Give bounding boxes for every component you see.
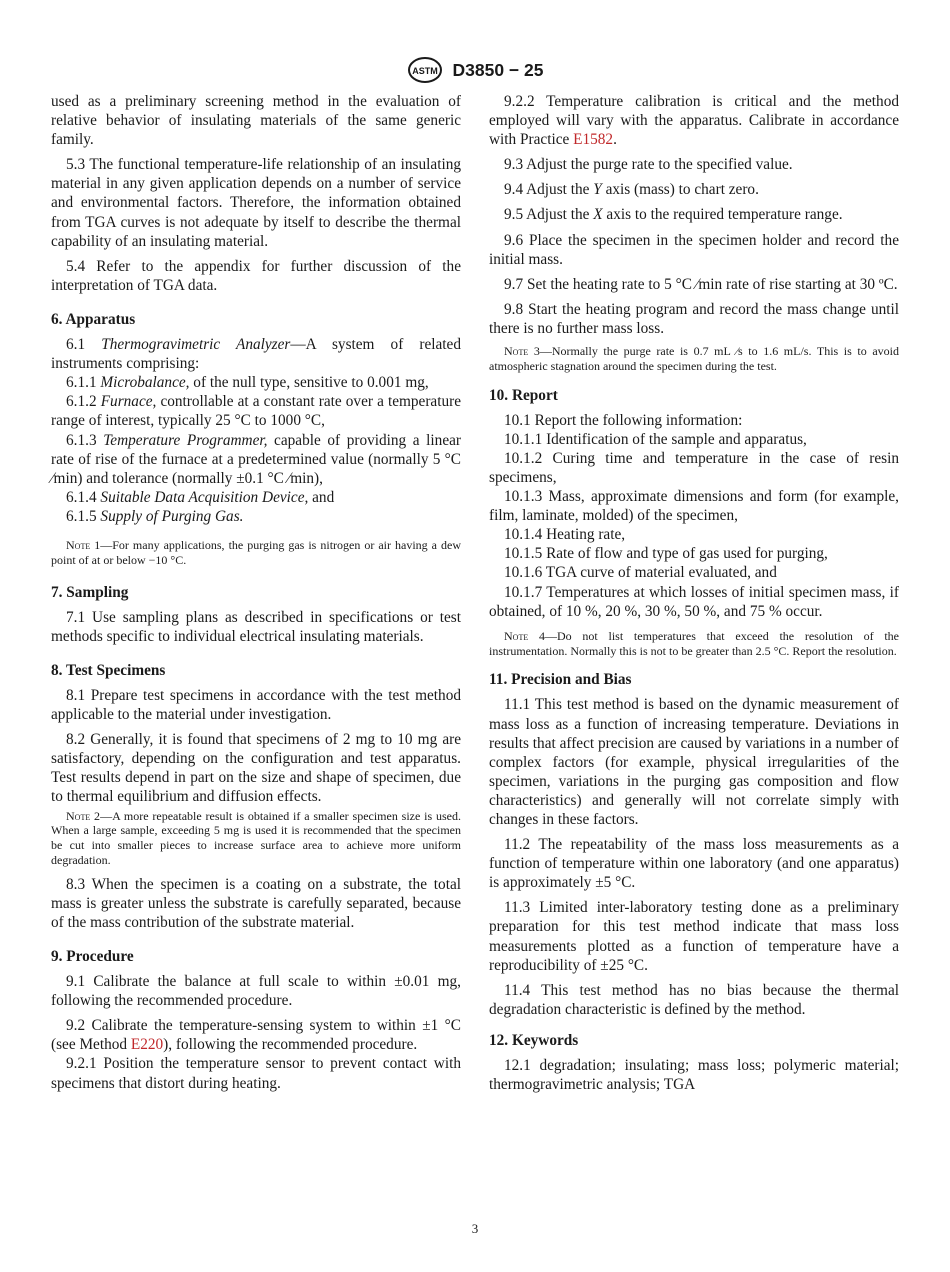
paragraph-5-2-continued: used as a preliminary screening method in the evaluation of relative behavior of insulating materials of the same generic family. — [51, 93, 461, 149]
section-heading-precision-and-bias: 11. Precision and Bias — [489, 671, 632, 689]
document-code: D3850 − 25 — [452, 59, 544, 80]
paragraph-12-1: 12.1 degradation; insulating; mass loss; polymeric material; thermogravimetric analysis; TGA — [489, 1057, 899, 1094]
paragraph-10-1-5: 10.1.5 Rate of flow and type of gas used for purging, — [504, 545, 828, 563]
paragraph-8-3: 8.3 When the specimen is a coating on a substrate, the total mass is greater unless the substrate is carefully separated, because of the mass contribution of the substrate material. — [51, 875, 461, 931]
paragraph-9-3: 9.3 Adjust the purge rate to the specified value. — [504, 156, 793, 174]
section-heading-report: 10. Report — [489, 386, 558, 404]
paragraph-9-2: 9.2 Calibrate the temperature-sensing system to within ±1 °C (see Method E220), following the recommended procedure. — [51, 1017, 461, 1054]
note-1: Note 1—For many applications, the purging gas is nitrogen or air having a dew point of at or below −10 °C. — [51, 537, 462, 567]
paragraph-10-1-6: 10.1.6 TGA curve of material evaluated, and — [504, 564, 777, 582]
paragraph-6-1-1: 6.1.1 Microbalance, of the null type, sensitive to 0.001 mg, — [66, 374, 429, 392]
paragraph-9-4: 9.4 Adjust the Y axis (mass) to chart zero. — [504, 181, 759, 199]
paragraph-6-1-2: 6.1.2 Furnace, controllable at a constant rate over a temperature range of interest, typically 25 °C to 1000 °C, — [51, 393, 461, 430]
paragraph-9-2-1: 9.2.1 Position the temperature sensor to prevent contact with specimens that distort during heating. — [51, 1055, 461, 1092]
paragraph-9-2-2: 9.2.2 Temperature calibration is critical and the method employed will vary with the apparatus. Calibrate in accordance with Practice E1582. — [489, 93, 899, 149]
note-4: Note 4—Do not list temperatures that exceed the resolution of the instrumentation. Normally this is not to be greater than 2.5 °C. Report the resolution. — [489, 628, 900, 658]
paragraph-9-1: 9.1 Calibrate the balance at full scale to within ±0.01 mg, following the recommended procedure. — [51, 973, 461, 1010]
paragraph-5-4: 5.4 Refer to the appendix for further discussion of the interpretation of TGA data. — [51, 257, 461, 294]
paragraph-10-1-1: 10.1.1 Identification of the sample and apparatus, — [504, 430, 807, 448]
paragraph-6-1-4: 6.1.4 Suitable Data Acquisition Device, and — [66, 488, 335, 506]
paragraph-9-5: 9.5 Adjust the X axis to the required temperature range. — [504, 206, 843, 224]
paragraph-11-2: 11.2 The repeatability of the mass loss measurements as a function of temperature within one laboratory (and one apparatus) is approximately ±5 °C. — [489, 836, 899, 892]
paragraph-9-6: 9.6 Place the specimen in the specimen holder and record the initial mass. — [489, 231, 899, 268]
link-e1582[interactable]: E1582 — [573, 131, 614, 149]
paragraph-8-2: 8.2 Generally, it is found that specimens of 2 mg to 10 mg are satisfactory, depending on the configuration and test apparatus. Test results depend in part on the size and shape of specimen, due to thermal equilibrium and diffusion effects. — [51, 731, 461, 806]
paragraph-6-1-5: 6.1.5 Supply of Purging Gas. — [66, 507, 244, 525]
paragraph-10-1-2: 10.1.2 Curing time and temperature in the case of resin specimens, — [489, 449, 899, 486]
section-heading-procedure: 9. Procedure — [51, 947, 134, 965]
paragraph-10-1-4: 10.1.4 Heating rate, — [504, 526, 626, 544]
paragraph-7-1: 7.1 Use sampling plans as described in specifications or test methods specific to individual electrical insulating materials. — [51, 608, 461, 645]
paragraph-10-1-7: 10.1.7 Temperatures at which losses of initial specimen mass, if obtained, of 10 %, 20 %, 30 %, 50 %, and 75 % occur. — [489, 583, 899, 620]
section-heading-test-specimens: 8. Test Specimens — [51, 661, 166, 679]
paragraph-6-1-3: 6.1.3 Temperature Programmer, capable of providing a linear rate of rise of the furnace at a predetermined value (normally 5 °C ⁄min) and tolerance (normally ±0.1 °C ⁄min), — [51, 431, 462, 487]
paragraph-11-1: 11.1 This test method is based on the dynamic measurement of mass loss as a function of increasing temperature. Deviations in results that affect precision are caused by variations in a number of complex factors (for example, physical irregularities of the specimen, variations in the purging gas composition and flow characteristics) and generally will not correlate simply with changes in these factors. — [489, 696, 899, 828]
right-column — [489, 92, 899, 1100]
paragraph-5-3: 5.3 The functional temperature-life relationship of an insulating material in any given application depends on a number of service and environmental factors. Therefore, the information obtained from TGA curves is not adequate by itself to describe the thermal capability of an insulating material. — [51, 156, 461, 250]
note-2: Note 2—A more repeatable result is obtained if a smaller specimen size is used. When a large sample, exceeding 5 mg is used it is recommended that the specimen be cut into smaller pieces to increase surface area to achieve more uniform degradation. — [51, 808, 462, 867]
paragraph-11-4: 11.4 This test method has no bias because the thermal degradation characteristic is defined by the method. — [489, 981, 899, 1018]
section-heading-sampling: 7. Sampling — [51, 583, 129, 601]
paragraph-6-1: 6.1 Thermogravimetric Analyzer—A system of related instruments comprising: — [51, 336, 461, 373]
paragraph-10-1-3: 10.1.3 Mass, approximate dimensions and form (for example, film, laminate, molded) of the specimen, — [489, 488, 899, 525]
paragraph-11-3: 11.3 Limited inter-laboratory testing done as a preliminary preparation for this test method indicate that mass loss measurements plotted as a function of temperature have a reproducibility of ±25 °C. — [489, 899, 899, 974]
page-number: 3 — [471, 1221, 479, 1236]
left-column — [51, 92, 461, 1099]
paragraph-9-7: 9.7 Set the heating rate to 5 °C ⁄min rate of rise starting at 30 ºC. — [504, 275, 898, 293]
astm-logo-icon — [407, 56, 443, 84]
note-3: Note 3—Normally the purge rate is 0.7 mL ⁄s to 1.6 mL/s. This is to avoid atmospheric stagnation around the specimen during the test. — [489, 344, 899, 373]
section-heading-apparatus: 6. Apparatus — [51, 310, 136, 328]
page-header — [0, 56, 950, 84]
paragraph-10-1: 10.1 Report the following information: — [504, 411, 743, 429]
link-e220[interactable]: E220 — [130, 1036, 164, 1054]
svg-text:ASTM: ASTM — [411, 66, 438, 76]
paragraph-9-8: 9.8 Start the heating program and record the mass change until there is no further mass loss. — [489, 300, 899, 337]
paragraph-8-1: 8.1 Prepare test specimens in accordance with the test method applicable to the material under investigation. — [51, 686, 461, 724]
section-heading-keywords: 12. Keywords — [489, 1031, 579, 1049]
